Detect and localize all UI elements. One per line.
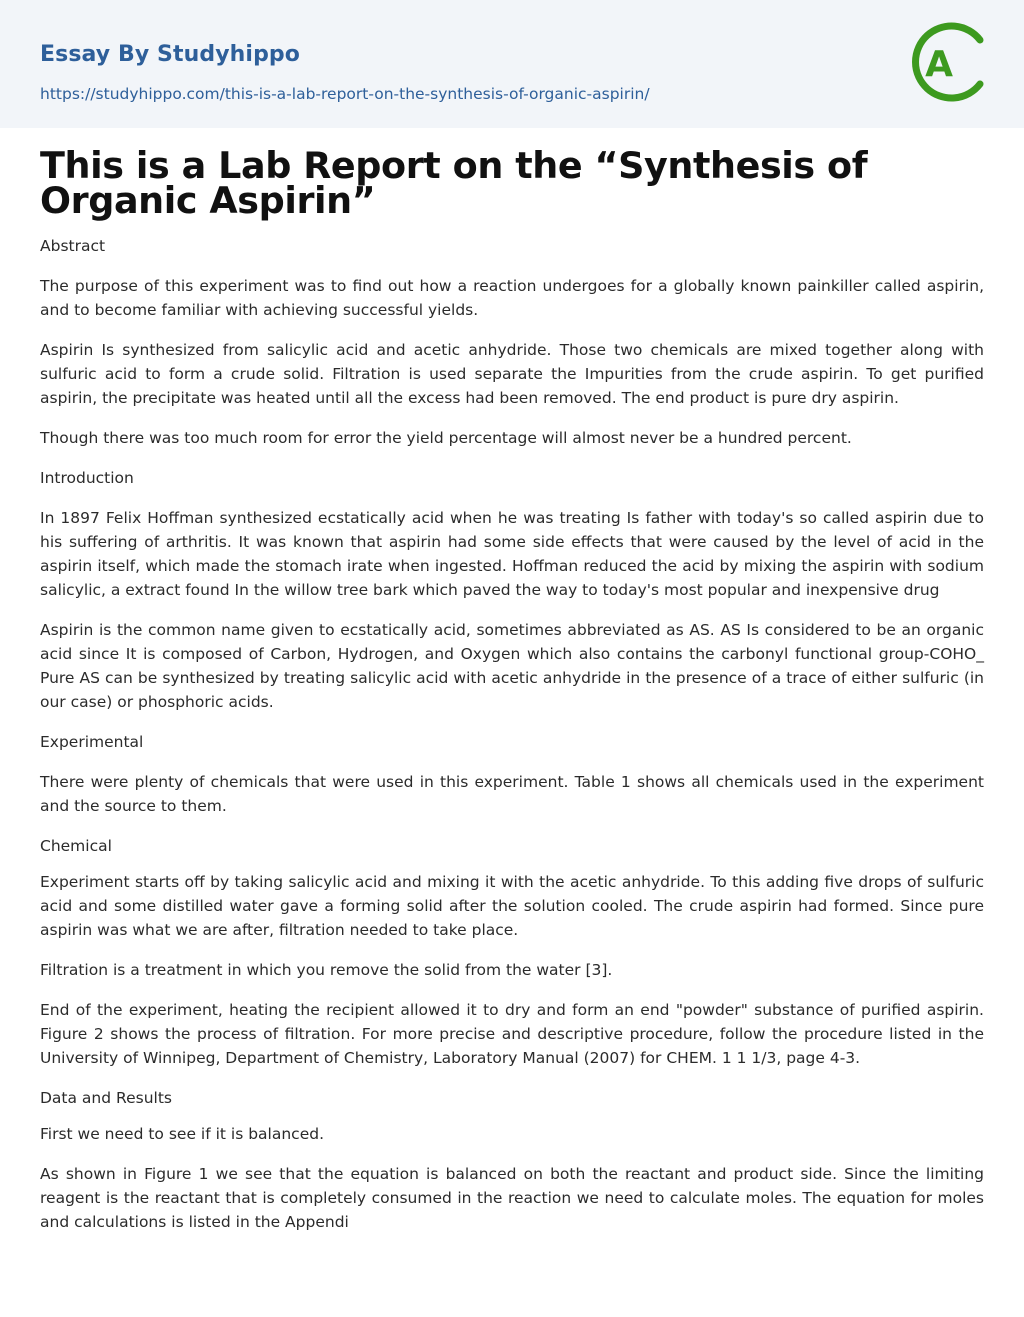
paragraph: Aspirin is the common name given to ecstatically acid, sometimes abbreviated as AS. AS Is considered to be an organic acid since It is composed of Carbon, Hydrogen, and Oxygen which also contains the carbonyl functional group-COHO_ Pure AS can be synthesized by treating salicylic acid with acetic anhydride in the presence of a trace of either sulfuric (in our case) or phosphoric acids.: [40, 621, 984, 711]
paragraph: Filtration is a treatment in which you remove the solid from the water [3].: [40, 961, 613, 979]
paragraph: As shown in Figure 1 we see that the equation is balanced on both the reactant and product side. Since the limiting reagent is the reactant that is completely consumed in the reaction we need to calculate moles. The equation for moles and calculations is listed in the Appendi: [40, 1165, 984, 1231]
paragraph: End of the experiment, heating the recipient allowed it to dry and form an end "powder" substance of purified aspirin. Figure 2 shows the process of filtration. For more precise and descriptive procedure, follow the procedure listed in the University of Winnipeg, Department of Chemistry, Laboratory Manual (2007) for CHEM. 1 1 1/3, page 4-3.: [40, 1001, 984, 1067]
paragraph: First we need to see if it is balanced.: [40, 1125, 325, 1143]
studyhippo-logo-icon[interactable]: [912, 18, 988, 106]
section-heading-introduction: Introduction: [40, 469, 134, 487]
brand-title[interactable]: Essay By Studyhippo: [40, 42, 300, 67]
essay-body: [40, 234, 984, 1250]
section-heading-chemical: Chemical: [40, 837, 112, 855]
section-heading-experimental: Experimental: [40, 733, 144, 751]
site-header: [0, 0, 1024, 128]
paragraph: In 1897 Felix Hoffman synthesized ecstatically acid when he was treating Is father with today's so called aspirin due to his suffering of arthritis. It was known that aspirin had some side effects that were caused by the level of acid in the aspirin itself, which made the stomach irate when ingested. Hoffman reduced the acid by mixing the aspirin with sodium salicylic, a extract found In the willow tree bark which paved the way to today's most popular and inexpensive drug: [40, 509, 984, 599]
page-title: This is a Lab Report on the “Synthesis of Organic Aspirin”: [40, 144, 868, 222]
paragraph: The purpose of this experiment was to find out how a reaction undergoes for a globally known painkiller called aspirin, and to become familiar with achieving successful yields.: [40, 277, 984, 319]
page-url-link[interactable]: https://studyhippo.com/this-is-a-lab-report-on-the-synthesis-of-organic-aspirin/: [40, 85, 650, 103]
paragraph: Though there was too much room for error the yield percentage will almost never be a hundred percent.: [40, 429, 852, 447]
logo-letter: A: [925, 44, 953, 85]
paragraph: Aspirin Is synthesized from salicylic acid and acetic anhydride. Those two chemicals are mixed together along with sulfuric acid to form a crude solid. Filtration is used separate the Impurities from the crude aspirin. To get purified aspirin, the precipitate was heated until all the excess had been removed. The end product is pure dry aspirin.: [40, 341, 984, 407]
paragraph: There were plenty of chemicals that were used in this experiment. Table 1 shows all chemicals used in the experiment and the source to them.: [40, 773, 984, 815]
section-heading-data-results: Data and Results: [40, 1089, 172, 1107]
section-heading-abstract: Abstract: [40, 237, 106, 255]
paragraph: Experiment starts off by taking salicylic acid and mixing it with the acetic anhydride. To this adding five drops of sulfuric acid and some distilled water gave a forming solid after the solution cooled. The crude aspirin had formed. Since pure aspirin was what we are after, filtration needed to take place.: [40, 873, 984, 939]
